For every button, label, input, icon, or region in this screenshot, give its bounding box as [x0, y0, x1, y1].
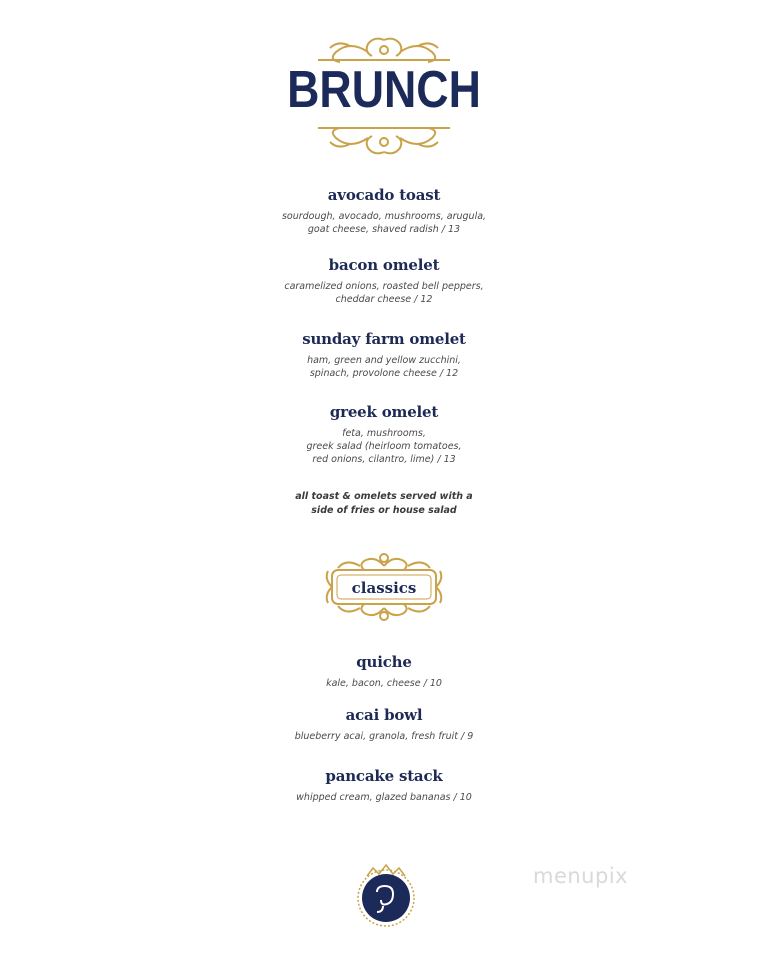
item-name: quiche: [356, 653, 412, 671]
item-name: bacon omelet: [328, 256, 440, 274]
item-name: avocado toast: [327, 186, 441, 204]
item-description: kale, bacon, cheese / 10: [326, 678, 442, 689]
page-title: BRUNCH: [287, 61, 481, 119]
menu-item-bacon-omelet: [0, 256, 768, 306]
watermark: menupix: [533, 864, 629, 888]
item-description: caramelized onions, roasted bell peppers, cheddar cheese / 12: [284, 281, 484, 305]
item-name: sunday farm omelet: [302, 330, 466, 348]
menu-item-pancake-stack: [0, 767, 768, 804]
item-description: feta, mushrooms, greek salad (heirloom tomatoes, red onions, cilantro, lime) / 13: [306, 428, 462, 465]
serving-note: all toast & omelets served with a side of fries or house salad: [295, 491, 473, 516]
menu-item-greek-omelet: [0, 403, 768, 466]
menu-item-quiche: [0, 653, 768, 690]
item-description: ham, green and yellow zucchini, spinach, provolone cheese / 12: [307, 355, 461, 379]
menu-item-acai-bowl: [0, 706, 768, 743]
item-description: whipped cream, glazed bananas / 10: [296, 792, 472, 803]
menu-item-avocado-toast: [0, 186, 768, 236]
restaurant-logo-icon: [353, 862, 419, 928]
item-name: greek omelet: [329, 403, 439, 421]
menu-item-sunday-farm-omelet: [0, 330, 768, 380]
section-heading-classics: classics: [351, 579, 417, 597]
item-description: blueberry acai, granola, fresh fruit / 9: [294, 731, 474, 742]
item-name: acai bowl: [345, 706, 423, 724]
item-description: sourdough, avocado, mushrooms, arugula, goat cheese, shaved radish / 13: [281, 211, 487, 235]
item-name: pancake stack: [325, 767, 443, 785]
